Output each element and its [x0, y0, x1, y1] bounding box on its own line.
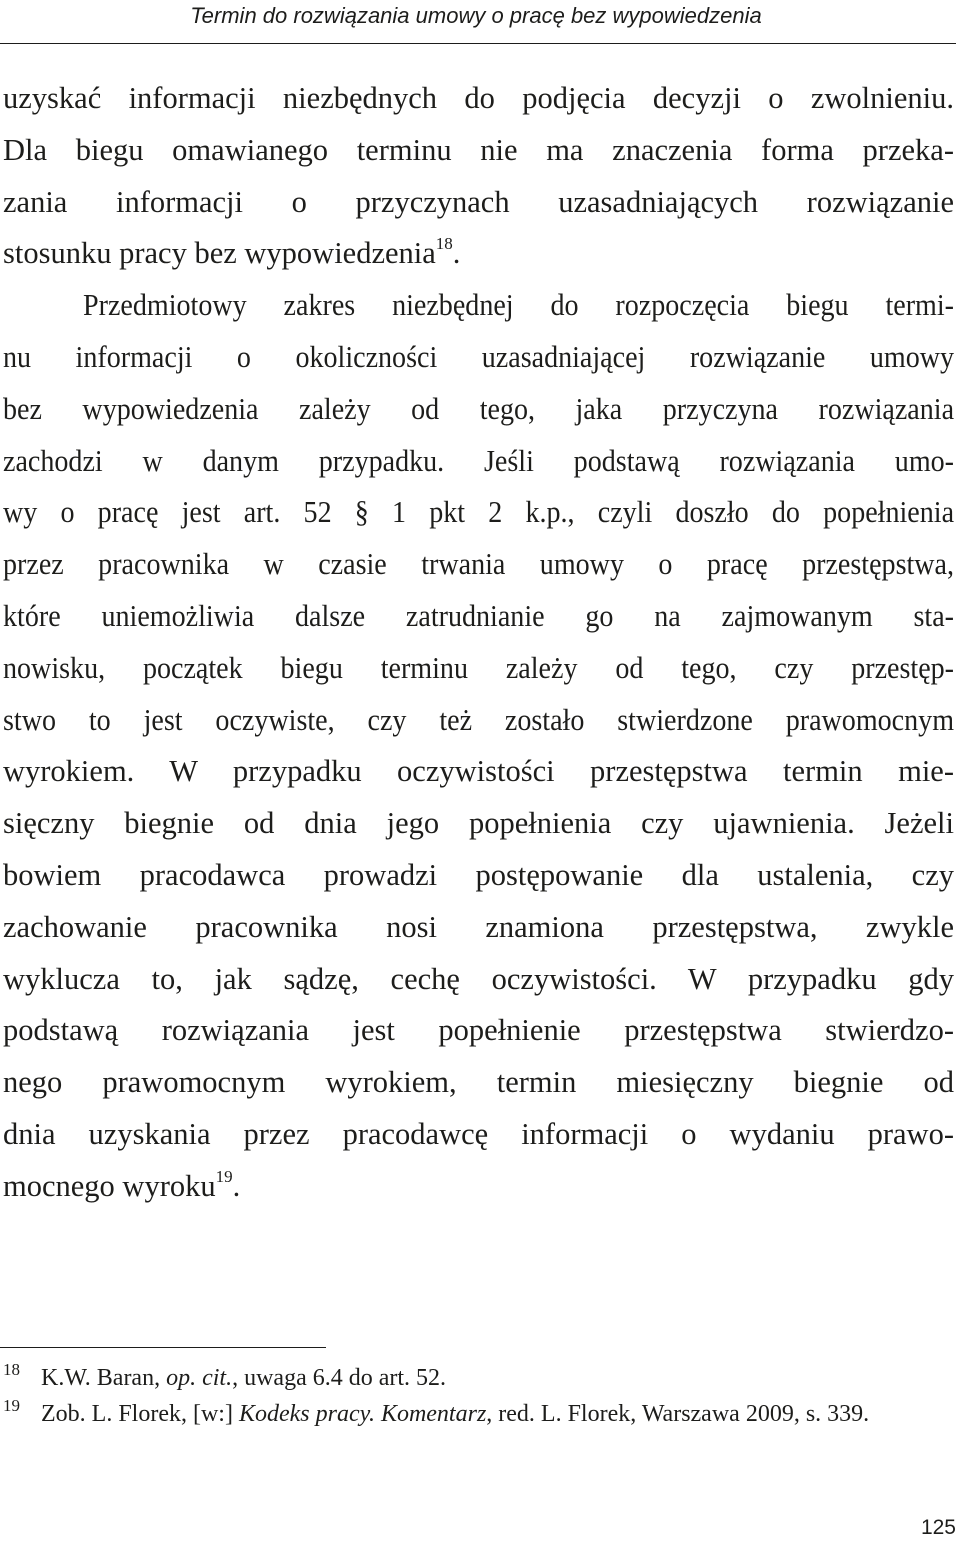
period: .: [452, 236, 461, 271]
text-line: uzyskać informacji niezbędnych do podjęcia decyzji o zwolnieniu.: [3, 81, 954, 115]
footnote-author: Zob. L. Florek, [w:]: [41, 1401, 239, 1427]
text-line: sięczny biegnie od dnia jego popełnienia czy ujawnienia. Jeżeli: [3, 806, 954, 841]
text-line-content: stwo to jest oczywiste, czy też zostało stwierdzone prawomocnym: [3, 702, 955, 737]
footnote-title: op. cit.: [166, 1365, 233, 1391]
text-line-content: przez pracownika w czasie trwania umowy o pracę przestępstwa,: [3, 547, 955, 582]
text-line: Dla biegu omawianego terminu nie ma znaczenia forma przeka-: [3, 132, 954, 167]
footnote-title: Kodeks pracy. Komentarz: [238, 1401, 487, 1427]
text-line-content: nu informacji o okoliczności uzasadniającej rozwiązanie umowy: [3, 339, 955, 374]
text-line: wyklucza to, jak sądzę, cechę oczywistości. W przypadku gdy: [3, 961, 954, 996]
text-line: [3, 1161, 954, 1213]
footnote-number: 19: [3, 1396, 20, 1415]
text-line: nego prawomocnym wyrokiem, termin miesięczny biegnie od: [3, 1065, 954, 1100]
footnote-text: [41, 1360, 956, 1396]
footnote-rest: , red. L. Florek, Warszawa 2009, s. 339.: [486, 1401, 870, 1427]
page-number: 125: [920, 1516, 956, 1539]
footnote-18: [3, 1360, 956, 1396]
footnotes: [3, 1360, 956, 1432]
text-line: wyrokiem. W przypadku oczywistości przestępstwa termin mie-: [3, 754, 954, 789]
footnote-ref-18: 18: [435, 234, 453, 254]
text-line-content: stosunku pracy bez wypowiedzenia: [3, 236, 436, 271]
text-line-content: bez wypowiedzenia zależy od tego, jaka przyczyna rozwiązania: [3, 391, 955, 426]
period: .: [232, 1168, 241, 1203]
footnote-author: K.W. Baran,: [41, 1365, 167, 1391]
footnote-text: [41, 1396, 956, 1432]
text-line: [3, 228, 954, 280]
text-line-content: mocnego wyroku: [3, 1168, 216, 1203]
running-head: Termin do rozwiązania umowy o pracę bez wypowiedzenia: [190, 3, 762, 28]
text-line-content: wy o pracę jest art. 52 § 1 pkt 2 k.p., czyli doszło do popełnienia: [3, 495, 955, 530]
text-line: dnia uzyskania przez pracodawcę informacji o wydaniu prawo-: [3, 1116, 954, 1151]
text-line: [3, 487, 954, 539]
text-line-content: Przedmiotowy zakres niezbędnej do rozpoczęcia biegu termi-: [83, 288, 955, 323]
text-line: [3, 436, 954, 488]
footnote-19: [3, 1396, 956, 1432]
header-rule: [0, 43, 956, 44]
text-line: zania informacji o przyczynach uzasadniających rozwiązanie: [3, 184, 954, 219]
text-line: [3, 591, 954, 643]
body-text: [3, 73, 954, 1213]
footnote-rule: [0, 1347, 326, 1348]
text-line: zachowanie pracownika nosi znamiona przestępstwa, zwykle: [3, 909, 954, 944]
text-line-content: nowisku, początek biegu terminu zależy od tego, czy przestęp-: [3, 650, 955, 685]
text-line: [3, 384, 954, 436]
text-line: [3, 280, 954, 332]
text-line-content: które uniemożliwia dalsze zatrudnianie go na zajmowanym sta-: [3, 598, 955, 633]
text-line: podstawą rozwiązania jest popełnienie przestępstwa stwierdzo-: [3, 1013, 954, 1048]
text-line-content: zachodzi w danym przypadku. Jeśli podstawą rozwiązania umo-: [3, 443, 955, 478]
footnote-rest: , uwaga 6.4 do art. 52.: [232, 1365, 447, 1391]
footnote-number: 18: [3, 1360, 20, 1379]
text-line: [3, 643, 954, 695]
text-line: [3, 539, 954, 591]
text-line: [3, 332, 954, 384]
text-line: [3, 695, 954, 747]
text-line: bowiem pracodawca prowadzi postępowanie dla ustalenia, czy: [3, 857, 954, 892]
footnote-ref-19: 19: [215, 1166, 233, 1186]
